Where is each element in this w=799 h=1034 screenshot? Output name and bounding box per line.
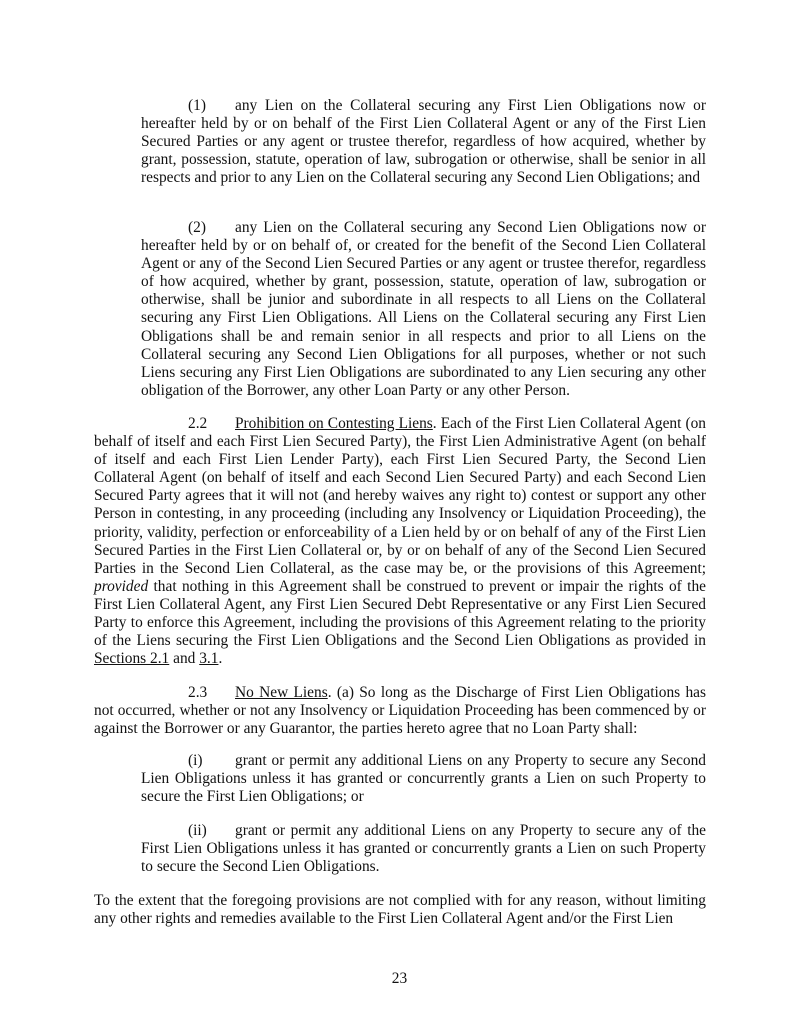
- section-2-2: 2.2 Prohibition on Contesting Liens. Each of the First Lien Collateral Agent (on behalf of itself and each First Lien Secured Party), the First Lien Administrative Agent (on behalf of itself and each First Lien Lender Party), each First Lien Secured Party, the Second Lien Collateral Agent (on behalf of itself and each Second Lien Secured Party) and each Second Lien Secured Party agrees that it will not (and hereby waives any right to) contest or support any other Person in contesting, in any proceeding (including any Insolvency or Liquidation Proceeding), the priority, validity, perfection or enforceability of a Lien held by or on behalf of any of the First Lien Secured Parties in the First Lien Collateral or, by or on behalf of any of the Second Lien Secured Parties in the Second Lien Collateral, as the case may be, or the provisions of this Agreement; provided that nothing in this Agreement shall be construed to prevent or impair the rights of the First Lien Collateral Agent, any First Lien Secured Debt Representative or any First Lien Secured Party to enforce this Agreement, including the provisions of this Agreement relating to the priority of the Liens securing the First Lien Obligations and the Second Lien Obligations as provided in Sections 2.1 and 3.1.: [94, 415, 706, 668]
- list-item-i: [141, 752, 706, 806]
- section-2-3: 2.3 No New Liens. (a) So long as the Discharge of First Lien Obligations has not occurred, whether or not any Insolvency or Liquidation Proceeding has been commenced by or against the Borrower or any Guarantor, the parties hereto agree that no Loan Party shall:: [94, 684, 706, 738]
- section-2-3-number: 2.3: [188, 684, 208, 701]
- section-2-2-text-b: that nothing in this Agreement shall be construed to prevent or impair the rights of the First Lien Collateral Agent, any First Lien Secured Debt Representative or any First Lien Secured Party to enforce this Agreement, including the provisions of this Agreement relating to the priority of the Liens securing the First Lien Obligations and the Second Lien Obligations as provided in: [94, 577, 706, 650]
- list-item-i-text: grant or permit any additional Liens on any Property to secure any Second Lien Obligations unless it has granted or concurrently grants a Lien on such Property to secure the First Lien Obligations; or: [141, 752, 706, 806]
- section-2-3-heading: No New Liens: [235, 684, 328, 701]
- clause-2-text: any Lien on the Collateral securing any Second Lien Obligations now or hereafter held by or on behalf of, or created for the benefit of the Second Lien Collateral Agent or any of the Second Lien Secured Parties or any agent or trustee therefor, regardless of how acquired, whether by grant, possession, statute, operation of law, subrogation or otherwise, shall be junior and subordinate in all respects to all Liens on the Collateral securing any First Lien Obligations. All Liens on the Collateral securing any First Lien Obligations shall be and remain senior in all respects and prior to all Liens on the Collateral securing any Second Lien Obligations for all purposes, whether or not such Liens securing any First Lien Obligations are subordinated to any Lien securing any other obligation of the Borrower, any other Loan Party or any other Person.: [141, 219, 706, 399]
- clause-1: [141, 97, 706, 187]
- section-2-2-text-a: Each of the First Lien Collateral Agent (on behalf of itself and each First Lien Secured Party), the First Lien Administrative Agent (on behalf of itself and each First Lien Lender Party), each First Lien Secured Party, the Second Lien Collateral Agent (on behalf of itself and each Second Lien Secured Party) and each Second Lien Secured Party agrees that it will not (and hereby waives any right to) contest or support any other Person in contesting, in any proceeding (including any Insolvency or Liquidation Proceeding), the priority, validity, perfection or enforceability of a Lien held by or on behalf of any of the First Lien Secured Parties in the First Lien Collateral or, by or on behalf of any of the Second Lien Secured Parties in the Second Lien Collateral, as the case may be, or the provisions of this Agreement;: [94, 415, 706, 577]
- list-item-ii-text: grant or permit any additional Liens on any Property to secure any of the First Lien Obligations unless it has granted or concurrently grants a Lien on such Property to secure the Second Lien Obligations.: [141, 822, 706, 876]
- page-number: 23: [391, 970, 408, 987]
- clause-2-number: (2): [188, 219, 206, 236]
- section-reference-3-1: 3.1: [199, 650, 219, 668]
- clause-2: [141, 219, 706, 400]
- closing-paragraph: To the extent that the foregoing provisions are not complied with for any reason, without limiting any other rights and remedies available to the First Lien Collateral Agent and/or the First Lien: [94, 892, 706, 928]
- provided-term: provided: [94, 577, 149, 595]
- section-2-2-number: 2.2: [188, 415, 208, 432]
- clause-1-text: any Lien on the Collateral securing any First Lien Obligations now or hereafter held by or on behalf of the First Lien Collateral Agent or any of the First Lien Secured Parties or any agent or trustee therefor, regardless of how acquired, whether by grant, possession, statute, operation of law, subrogation or otherwise, shall be senior in all respects and prior to any Lien on the Collateral securing any Second Lien Obligations; and: [141, 97, 706, 187]
- clause-1-number: (1): [188, 97, 206, 114]
- section-2-2-heading: Prohibition on Contesting Liens: [235, 415, 433, 432]
- list-item-i-number: (i): [188, 752, 203, 769]
- list-item-ii-number: (ii): [188, 822, 207, 839]
- section-reference-2-1: Sections 2.1: [94, 650, 170, 668]
- section-2-3-text: (a) So long as the Discharge of First Lien Obligations has not occurred, whether or not any Insolvency or Liquidation Proceeding has been commenced by or against the Borrower or any Guarantor, the parties hereto agree that no Loan Party shall:: [94, 684, 706, 738]
- and-word: and: [173, 650, 196, 668]
- list-item-ii: [141, 822, 706, 876]
- section-2-2-end-period: .: [218, 650, 223, 668]
